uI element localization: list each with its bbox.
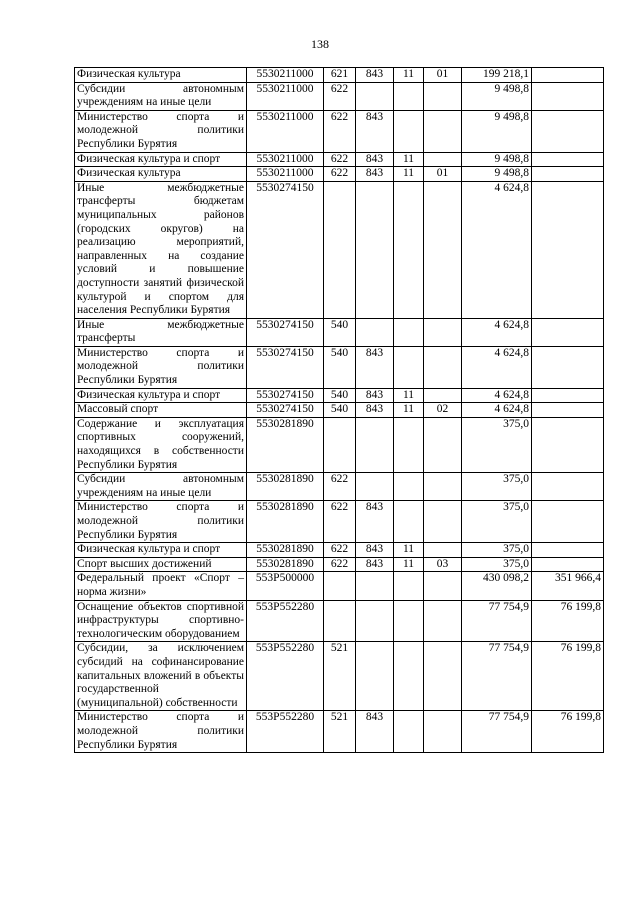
cell-expense-type: 622	[324, 167, 356, 182]
cell-department	[356, 642, 394, 711]
cell-section	[394, 318, 424, 346]
cell-target-code: 5530281890	[247, 501, 324, 543]
cell-target-code: 5530211000	[247, 110, 324, 152]
cell-section	[394, 473, 424, 501]
table-row	[75, 152, 604, 167]
cell-amount-federal	[532, 557, 604, 572]
cell-section: 11	[394, 557, 424, 572]
cell-subsection: 03	[424, 557, 462, 572]
table-row	[75, 110, 604, 152]
cell-amount-federal: 76 199,8	[532, 600, 604, 642]
table-row	[75, 388, 604, 403]
cell-section: 11	[394, 152, 424, 167]
cell-expense-type: 622	[324, 501, 356, 543]
cell-department: 843	[356, 152, 394, 167]
cell-target-code: 5530281890	[247, 417, 324, 472]
cell-target-code: 5530274150	[247, 318, 324, 346]
cell-department	[356, 473, 394, 501]
cell-name: Иные межбюджетные трансферты бюджетам муниципальных районов (городских округов) на реализацию мероприятий, направленных на создание условий и повышение доступности занятий физической культурой и спортом для населения Республики Бурятия	[75, 181, 247, 318]
cell-name: Содержание и эксплуатация спортивных сооружений, находящихся в собственности Республики Бурятия	[75, 417, 247, 472]
cell-target-code: 5530281890	[247, 557, 324, 572]
cell-amount-federal	[532, 403, 604, 418]
cell-section: 11	[394, 543, 424, 558]
cell-amount-federal	[532, 152, 604, 167]
cell-amount-total: 77 754,9	[462, 711, 532, 753]
table-row	[75, 417, 604, 472]
cell-subsection	[424, 501, 462, 543]
cell-amount-total: 375,0	[462, 557, 532, 572]
cell-subsection	[424, 417, 462, 472]
cell-name: Оснащение объектов спортивной инфраструктуры спортивно-технологическим оборудованием	[75, 600, 247, 642]
cell-department	[356, 82, 394, 110]
cell-amount-federal	[532, 181, 604, 318]
cell-target-code: 5530211000	[247, 167, 324, 182]
cell-subsection	[424, 473, 462, 501]
table-row	[75, 543, 604, 558]
cell-name: Субсидии автономным учреждениям на иные цели	[75, 473, 247, 501]
cell-expense-type: 540	[324, 318, 356, 346]
cell-section: 11	[394, 388, 424, 403]
cell-section	[394, 110, 424, 152]
cell-department: 843	[356, 711, 394, 753]
cell-amount-federal: 351 966,4	[532, 572, 604, 600]
table-row	[75, 572, 604, 600]
table-row	[75, 403, 604, 418]
cell-amount-total: 375,0	[462, 543, 532, 558]
cell-target-code: 553P552280	[247, 642, 324, 711]
cell-amount-federal	[532, 501, 604, 543]
table-body	[75, 68, 604, 753]
cell-department: 843	[356, 346, 394, 388]
cell-amount-total: 77 754,9	[462, 600, 532, 642]
cell-amount-federal	[532, 68, 604, 83]
cell-amount-total: 430 098,2	[462, 572, 532, 600]
cell-name: Массовый спорт	[75, 403, 247, 418]
cell-name: Иные межбюджетные трансферты	[75, 318, 247, 346]
cell-amount-federal	[532, 318, 604, 346]
cell-amount-total: 375,0	[462, 473, 532, 501]
cell-section: 11	[394, 403, 424, 418]
table-row	[75, 501, 604, 543]
cell-expense-type: 521	[324, 711, 356, 753]
cell-expense-type: 621	[324, 68, 356, 83]
table-row	[75, 557, 604, 572]
table-row	[75, 68, 604, 83]
cell-subsection	[424, 181, 462, 318]
cell-expense-type: 622	[324, 473, 356, 501]
cell-section: 11	[394, 68, 424, 83]
cell-expense-type: 622	[324, 82, 356, 110]
cell-subsection	[424, 600, 462, 642]
cell-amount-total: 375,0	[462, 501, 532, 543]
cell-subsection	[424, 711, 462, 753]
cell-subsection: 01	[424, 167, 462, 182]
cell-amount-federal	[532, 346, 604, 388]
cell-subsection	[424, 110, 462, 152]
cell-target-code: 553P552280	[247, 711, 324, 753]
cell-department: 843	[356, 403, 394, 418]
cell-amount-total: 9 498,8	[462, 167, 532, 182]
cell-amount-federal	[532, 473, 604, 501]
cell-expense-type: 540	[324, 388, 356, 403]
cell-amount-total: 9 498,8	[462, 82, 532, 110]
table-row	[75, 181, 604, 318]
cell-target-code: 5530211000	[247, 82, 324, 110]
cell-target-code: 5530274150	[247, 346, 324, 388]
cell-amount-total: 9 498,8	[462, 110, 532, 152]
cell-amount-total: 4 624,8	[462, 181, 532, 318]
cell-expense-type: 622	[324, 543, 356, 558]
cell-amount-total: 4 624,8	[462, 388, 532, 403]
table-row	[75, 346, 604, 388]
cell-amount-total: 4 624,8	[462, 403, 532, 418]
cell-amount-federal	[532, 543, 604, 558]
cell-target-code: 553P500000	[247, 572, 324, 600]
cell-department	[356, 181, 394, 318]
cell-amount-total: 4 624,8	[462, 346, 532, 388]
cell-amount-total: 4 624,8	[462, 318, 532, 346]
cell-target-code: 5530274150	[247, 403, 324, 418]
cell-subsection	[424, 572, 462, 600]
cell-amount-federal	[532, 82, 604, 110]
cell-target-code: 553P552280	[247, 600, 324, 642]
cell-expense-type	[324, 417, 356, 472]
cell-amount-federal	[532, 110, 604, 152]
cell-name: Спорт высших достижений	[75, 557, 247, 572]
cell-name: Министерство спорта и молодежной политики Республики Бурятия	[75, 711, 247, 753]
cell-section	[394, 501, 424, 543]
cell-amount-federal: 76 199,8	[532, 711, 604, 753]
table-row	[75, 711, 604, 753]
table-row	[75, 82, 604, 110]
cell-amount-total: 77 754,9	[462, 642, 532, 711]
page-number: 138	[311, 37, 329, 51]
cell-section	[394, 181, 424, 318]
cell-subsection	[424, 152, 462, 167]
cell-name: Физическая культура и спорт	[75, 543, 247, 558]
cell-amount-federal	[532, 388, 604, 403]
cell-name: Субсидии автономным учреждениям на иные цели	[75, 82, 247, 110]
table-row	[75, 318, 604, 346]
cell-expense-type: 622	[324, 557, 356, 572]
cell-department: 843	[356, 543, 394, 558]
cell-department	[356, 417, 394, 472]
cell-amount-total: 9 498,8	[462, 152, 532, 167]
cell-subsection	[424, 388, 462, 403]
cell-section	[394, 572, 424, 600]
cell-expense-type	[324, 181, 356, 318]
cell-department	[356, 318, 394, 346]
cell-name: Субсидии, за исключением субсидий на софинансирование капитальных вложений в объекты государственной (муниципальной) собственности	[75, 642, 247, 711]
cell-name: Физическая культура и спорт	[75, 388, 247, 403]
cell-subsection	[424, 642, 462, 711]
cell-section	[394, 346, 424, 388]
cell-subsection: 01	[424, 68, 462, 83]
cell-section	[394, 600, 424, 642]
cell-subsection	[424, 82, 462, 110]
cell-department: 843	[356, 388, 394, 403]
cell-target-code: 5530211000	[247, 152, 324, 167]
cell-target-code: 5530274150	[247, 388, 324, 403]
cell-expense-type: 622	[324, 110, 356, 152]
cell-section	[394, 711, 424, 753]
cell-target-code: 5530281890	[247, 473, 324, 501]
cell-target-code: 5530281890	[247, 543, 324, 558]
budget-table	[74, 67, 604, 753]
cell-expense-type: 622	[324, 152, 356, 167]
cell-department	[356, 572, 394, 600]
cell-subsection: 02	[424, 403, 462, 418]
table-row	[75, 167, 604, 182]
cell-section	[394, 642, 424, 711]
cell-department: 843	[356, 167, 394, 182]
cell-expense-type: 540	[324, 403, 356, 418]
cell-amount-total: 199 218,1	[462, 68, 532, 83]
cell-name: Физическая культура и спорт	[75, 152, 247, 167]
cell-department: 843	[356, 501, 394, 543]
cell-department: 843	[356, 68, 394, 83]
cell-name: Физическая культура	[75, 68, 247, 83]
cell-expense-type: 540	[324, 346, 356, 388]
cell-section: 11	[394, 167, 424, 182]
cell-subsection	[424, 346, 462, 388]
cell-target-code: 5530274150	[247, 181, 324, 318]
cell-amount-federal	[532, 417, 604, 472]
cell-expense-type	[324, 572, 356, 600]
cell-name: Физическая культура	[75, 167, 247, 182]
cell-section	[394, 417, 424, 472]
cell-expense-type: 521	[324, 642, 356, 711]
table-row	[75, 642, 604, 711]
cell-department	[356, 600, 394, 642]
cell-amount-federal: 76 199,8	[532, 642, 604, 711]
cell-department: 843	[356, 110, 394, 152]
table-row	[75, 473, 604, 501]
cell-name: Министерство спорта и молодежной политики Республики Бурятия	[75, 501, 247, 543]
cell-name: Министерство спорта и молодежной политики Республики Бурятия	[75, 346, 247, 388]
table-row	[75, 600, 604, 642]
cell-subsection	[424, 543, 462, 558]
cell-name: Министерство спорта и молодежной политики Республики Бурятия	[75, 110, 247, 152]
cell-expense-type	[324, 600, 356, 642]
cell-department: 843	[356, 557, 394, 572]
cell-amount-federal	[532, 167, 604, 182]
cell-subsection	[424, 318, 462, 346]
cell-target-code: 5530211000	[247, 68, 324, 83]
cell-amount-total: 375,0	[462, 417, 532, 472]
cell-name: Федеральный проект «Спорт – норма жизни»	[75, 572, 247, 600]
cell-section	[394, 82, 424, 110]
